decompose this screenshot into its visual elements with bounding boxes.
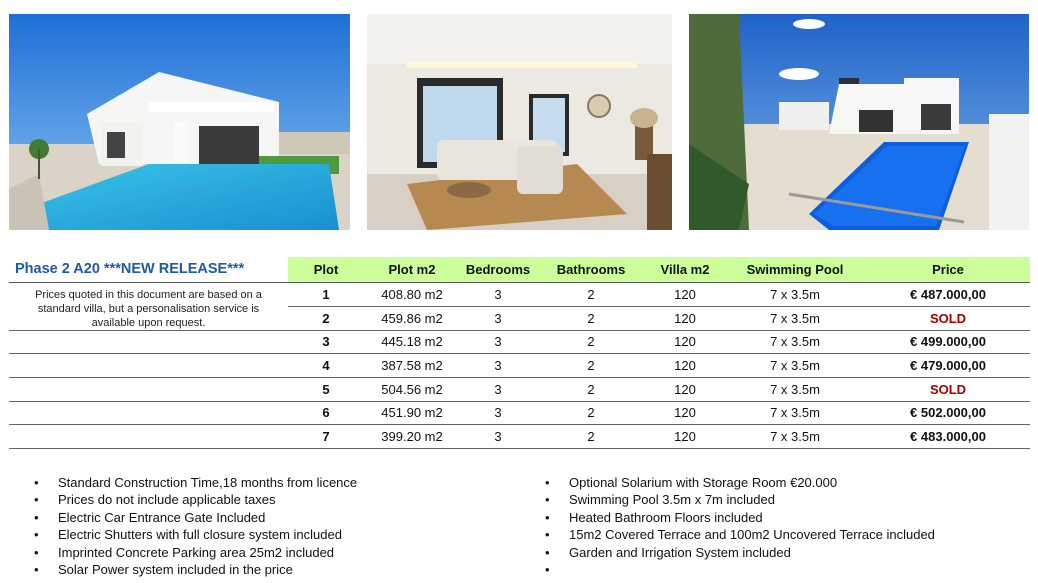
- swimming-pool: 7 x 3.5m: [724, 425, 866, 449]
- bathrooms: 2: [536, 330, 646, 354]
- plot-m2: 408.80 m2: [364, 282, 460, 306]
- bathrooms: 2: [536, 377, 646, 401]
- header-price: Price: [866, 257, 1030, 282]
- villa-m2: 120: [646, 377, 724, 401]
- header-plot: Plot: [288, 257, 364, 282]
- swimming-pool: 7 x 3.5m: [724, 282, 866, 306]
- swimming-pool: 7 x 3.5m: [724, 401, 866, 425]
- empty-cell: [9, 377, 288, 401]
- price-table: [9, 257, 1030, 449]
- table-row: [9, 282, 1030, 306]
- table-row: [9, 330, 1030, 354]
- table-row: [9, 354, 1030, 378]
- feature-item: • Heated Bathroom Floors included: [541, 509, 935, 526]
- plot-number: 3: [288, 330, 364, 354]
- table-row: [9, 377, 1030, 401]
- empty-cell: [9, 354, 288, 378]
- bedrooms: 3: [460, 330, 536, 354]
- price: € 502.000,00: [866, 401, 1030, 425]
- villa-m2: 120: [646, 401, 724, 425]
- plot-number: 1: [288, 282, 364, 306]
- plot-number: 6: [288, 401, 364, 425]
- feature-item: • Standard Construction Time,18 months from licence: [30, 474, 357, 491]
- plot-m2: 459.86 m2: [364, 306, 460, 330]
- feature-item: • Garden and Irrigation System included: [541, 544, 935, 561]
- feature-item: • Prices do not include applicable taxes: [30, 491, 357, 508]
- empty-cell: [9, 401, 288, 425]
- swimming-pool: 7 x 3.5m: [724, 330, 866, 354]
- bathrooms: 2: [536, 354, 646, 378]
- bedrooms: 3: [460, 282, 536, 306]
- living-room-photo: [367, 14, 672, 230]
- feature-item: • Swimming Pool 3.5m x 7m included: [541, 491, 935, 508]
- features-list-right: [541, 474, 935, 561]
- header-swimming-pool: Swimming Pool: [724, 257, 866, 282]
- villa-m2: 120: [646, 330, 724, 354]
- swimming-pool: 7 x 3.5m: [724, 377, 866, 401]
- plot-number: 2: [288, 306, 364, 330]
- plot-m2: 399.20 m2: [364, 425, 460, 449]
- bathrooms: 2: [536, 306, 646, 330]
- plot-m2: 445.18 m2: [364, 330, 460, 354]
- feature-item: • Electric Car Entrance Gate Included: [30, 509, 357, 526]
- sold-badge: SOLD: [866, 377, 1030, 401]
- feature-item: • Electric Shutters with full closure system included: [30, 526, 357, 543]
- bathrooms: 2: [536, 425, 646, 449]
- villa-exterior-photo: [9, 14, 350, 230]
- swimming-pool: 7 x 3.5m: [724, 306, 866, 330]
- villa-m2: 120: [646, 425, 724, 449]
- villa-m2: 120: [646, 282, 724, 306]
- bedrooms: 3: [460, 377, 536, 401]
- plot-number: 7: [288, 425, 364, 449]
- pricing-note: Prices quoted in this document are based on a standard villa, but a personalisation service is available upon request.: [9, 282, 288, 330]
- bathrooms: 2: [536, 401, 646, 425]
- table-row: [9, 401, 1030, 425]
- empty-cell: [9, 425, 288, 449]
- feature-item: • Imprinted Concrete Parking area 25m2 included: [30, 544, 357, 561]
- feature-item: • 15m2 Covered Terrace and 100m2 Uncovered Terrace included: [541, 526, 935, 543]
- bedrooms: 3: [460, 354, 536, 378]
- table-header-row: [9, 257, 1030, 282]
- feature-item: • Solar Power system included in the price: [30, 561, 357, 578]
- table-row: [9, 425, 1030, 449]
- bedrooms: 3: [460, 401, 536, 425]
- plot-number: 4: [288, 354, 364, 378]
- features-list-left: [30, 474, 357, 578]
- price: € 483.000,00: [866, 425, 1030, 449]
- plot-m2: 504.56 m2: [364, 377, 460, 401]
- bedrooms: 3: [460, 306, 536, 330]
- swimming-pool: 7 x 3.5m: [724, 354, 866, 378]
- price: € 479.000,00: [866, 354, 1030, 378]
- header-bedrooms: Bedrooms: [460, 257, 536, 282]
- pool-villa-photo: [689, 14, 1029, 230]
- plot-number: 5: [288, 377, 364, 401]
- price: € 487.000,00: [866, 282, 1030, 306]
- sold-badge: SOLD: [866, 306, 1030, 330]
- empty-cell: [9, 330, 288, 354]
- feature-item: • Optional Solarium with Storage Room €20.000: [541, 474, 935, 491]
- header-villa-m2: Villa m2: [646, 257, 724, 282]
- price: € 499.000,00: [866, 330, 1030, 354]
- bedrooms: 3: [460, 425, 536, 449]
- phase-title: Phase 2 A20 ***NEW RELEASE***: [9, 257, 288, 282]
- plot-m2: 451.90 m2: [364, 401, 460, 425]
- bathrooms: 2: [536, 282, 646, 306]
- header-plot-m2: Plot m2: [364, 257, 460, 282]
- villa-m2: 120: [646, 306, 724, 330]
- header-bathrooms: Bathrooms: [536, 257, 646, 282]
- villa-m2: 120: [646, 354, 724, 378]
- plot-m2: 387.58 m2: [364, 354, 460, 378]
